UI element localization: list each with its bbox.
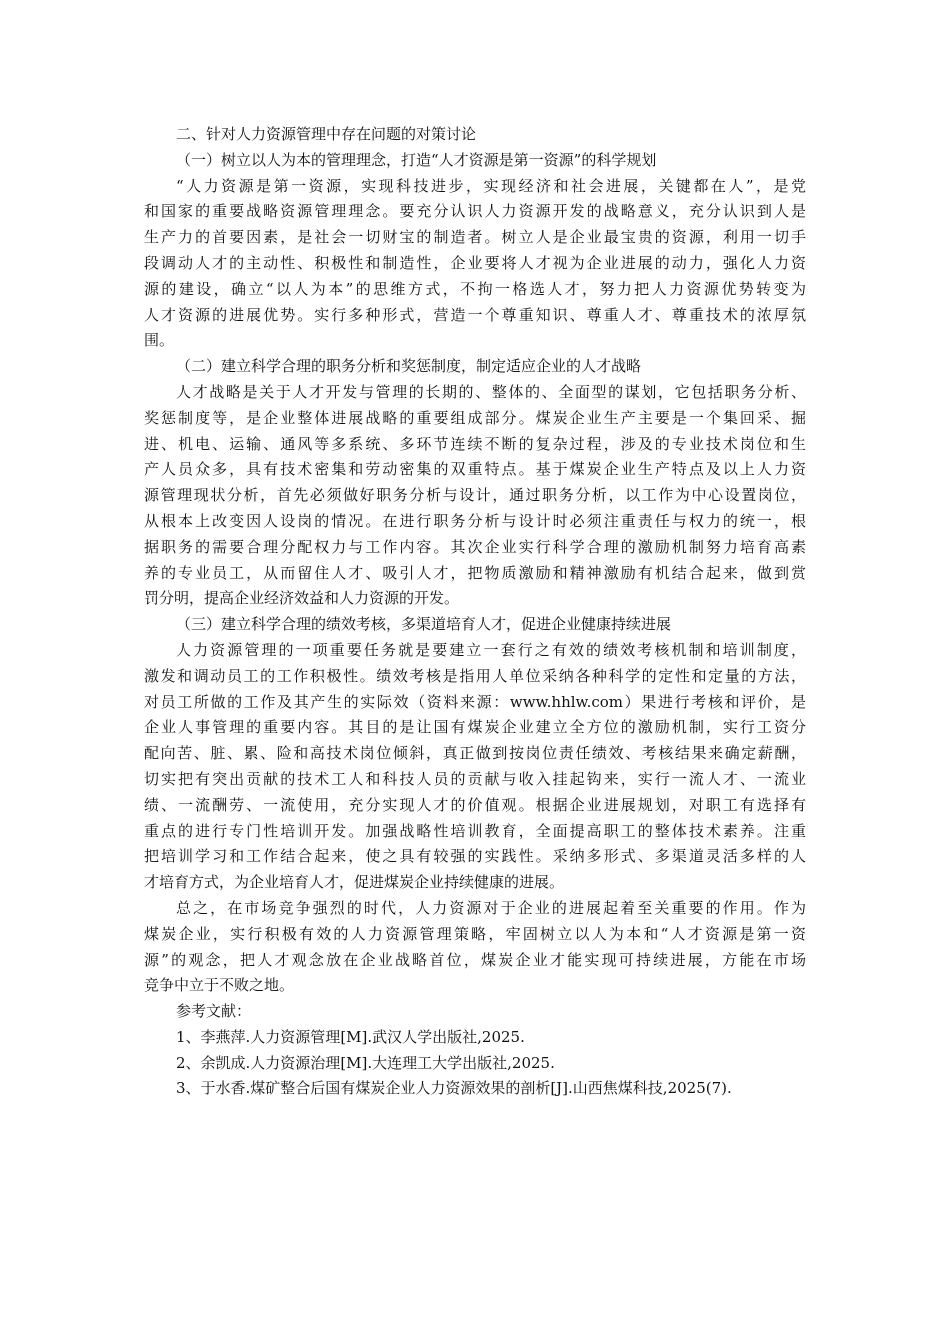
- paragraph-line: 绩、一流酬劳、一流使用，充分实现人才的价值观。根据企业进展规划，对职工有选择有: [144, 795, 806, 814]
- paragraph-3: [144, 638, 806, 896]
- document-body: [144, 122, 806, 1102]
- paragraph-line: “人力资源是第一资源，实现科技进步，实现经济和社会进展，关键都在人”，是党: [176, 176, 806, 195]
- paragraph-line: 重点的进行专门性培训开发。加强战略性培训教育，全面提高职工的整体技术素养。注重: [144, 821, 806, 840]
- paragraph-line: 据职务的需要合理分配权力与工作内容。其次企业实行科学合理的激励机制努力培育高素: [144, 537, 806, 556]
- reference-item: 3、于水香.煤矿整合后国有煤炭企业人力资源效果的剖析[J].山西焦煤科技,2025(7).: [176, 1079, 732, 1098]
- paragraph-line: 配向苦、脏、累、险和高技术岗位倾斜，真正做到按岗位责任绩效、考核结果来确定薪酬，: [144, 744, 806, 763]
- paragraph-line: 生产力的首要因素，是社会一切财宝的制造者。树立人是企业最宝贵的资源，利用一切手: [144, 228, 806, 247]
- paragraph-line: 从根本上改变因人设岗的情况。在进行职务分析与设计时必须注重责任与权力的统一，根: [144, 511, 806, 530]
- paragraph-line: 才培育方式，为企业培育人才，促进煤炭企业持续健康的进展。: [144, 873, 565, 892]
- references-list: [144, 1025, 806, 1102]
- paragraph-line: 人才战略是关于人才开发与管理的长期的、整体的、全面型的谋划，它包括职务分析、: [176, 382, 806, 401]
- subsection-2-title: （二）建立科学合理的职务分析和奖惩制度，制定适应企业的人才战略: [176, 357, 642, 376]
- paragraph-line: 和国家的重要战略资源管理理念。要充分认识人力资源开发的战略意义，充分认识到人是: [144, 202, 806, 221]
- paragraph-line: 产人员众多，具有技术密集和劳动密集的双重特点。基于煤炭企业生产特点及以上人力资: [144, 460, 806, 479]
- reference-item: 2、余凯成.人力资源治理[M].大连理工大学出版社,2025.: [176, 1053, 555, 1072]
- paragraph-line: 人才资源的进展优势。实行多种形式，营造一个尊重知识、尊重人才、尊重技术的浓厚氛: [144, 305, 806, 324]
- subsection-3-title: （三）建立科学合理的绩效考核，多渠道培育人才，促进企业健康持续进展: [176, 615, 672, 634]
- section-title: 二、针对人力资源管理中存在问题的对策讨论: [176, 125, 477, 143]
- paragraph-line: 人力资源管理的一项重要任务就是要建立一套行之有效的绩效考核机制和培训制度，: [176, 640, 806, 659]
- paragraph-line: 源”的观念，把人才观念放在企业战略首位，煤炭企业才能实现可持续进展，方能在市场: [144, 950, 806, 969]
- paragraph-2: [144, 380, 806, 612]
- reference-item: 1、李燕萍.人力资源管理[M].武汉人学出版社,2025.: [176, 1027, 525, 1046]
- paragraph-line: 奖惩制度等，是企业整体进展战略的重要组成部分。煤炭企业生产主要是一个集回采、掘: [144, 408, 806, 427]
- paragraph-line: 总之，在市场竞争强烈的时代，人力资源对于企业的进展起着至关重要的作用。作为: [176, 898, 806, 917]
- paragraph-1: [144, 174, 806, 355]
- paragraph-line: 养的专业员工，从而留住人才、吸引人才，把物质激励和精神激励有机结合起来，做到赏: [144, 563, 806, 582]
- paragraph-line: 煤炭企业，实行积极有效的人力资源管理策略，牢固树立以人为本和“人才资源是第一资: [144, 924, 806, 943]
- paragraph-line: 对员工所做的工作及其产生的实际效（资料来源：www.hhlw.com）果进行考核和评价，是: [144, 692, 806, 711]
- references-title: 参考文献：: [176, 1002, 252, 1021]
- subsection-1-title: （一）树立以人为本的管理理念，打造“人才资源是第一资源”的科学规划: [176, 150, 657, 169]
- conclusion-paragraph: [144, 896, 806, 999]
- paragraph-line: 进、机电、运输、通风等多系统、多环节连续不断的复杂过程，涉及的专业技术岗位和生: [144, 434, 806, 453]
- paragraph-line: 段调动人才的主动性、积极性和制造性，企业要将人才视为企业进展的动力，强化人力资: [144, 253, 806, 272]
- paragraph-line: 切实把有突出贡献的技术工人和科技人员的贡献与收入挂起钩来，实行一流人才、一流业: [144, 769, 806, 788]
- paragraph-line: 源的建设，确立“以人为本”的思维方式，不拘一格选人才，努力把人力资源优势转变为: [144, 279, 806, 298]
- paragraph-line: 激发和调动员工的工作积极性。绩效考核是指用人单位采纳各种科学的定性和定量的方法，: [144, 666, 806, 685]
- paragraph-line: 竞争中立于不败之地。: [144, 976, 295, 995]
- paragraph-line: 围。: [144, 331, 175, 350]
- paragraph-line: 罚分明，提高企业经济效益和人力资源的开发。: [144, 589, 460, 608]
- paragraph-line: 把培训学习和工作结合起来，使之具有较强的实践性。采纳多形式、多渠道灵活多样的人: [144, 847, 806, 866]
- paragraph-line: 企业人事管理的重要内容。其目的是让国有煤炭企业建立全方位的激励机制，实行工资分: [144, 718, 806, 737]
- paragraph-line: 源管理现状分析，首先必须做好职务分析与设计，通过职务分析，以工作为中心设置岗位，: [144, 486, 806, 505]
